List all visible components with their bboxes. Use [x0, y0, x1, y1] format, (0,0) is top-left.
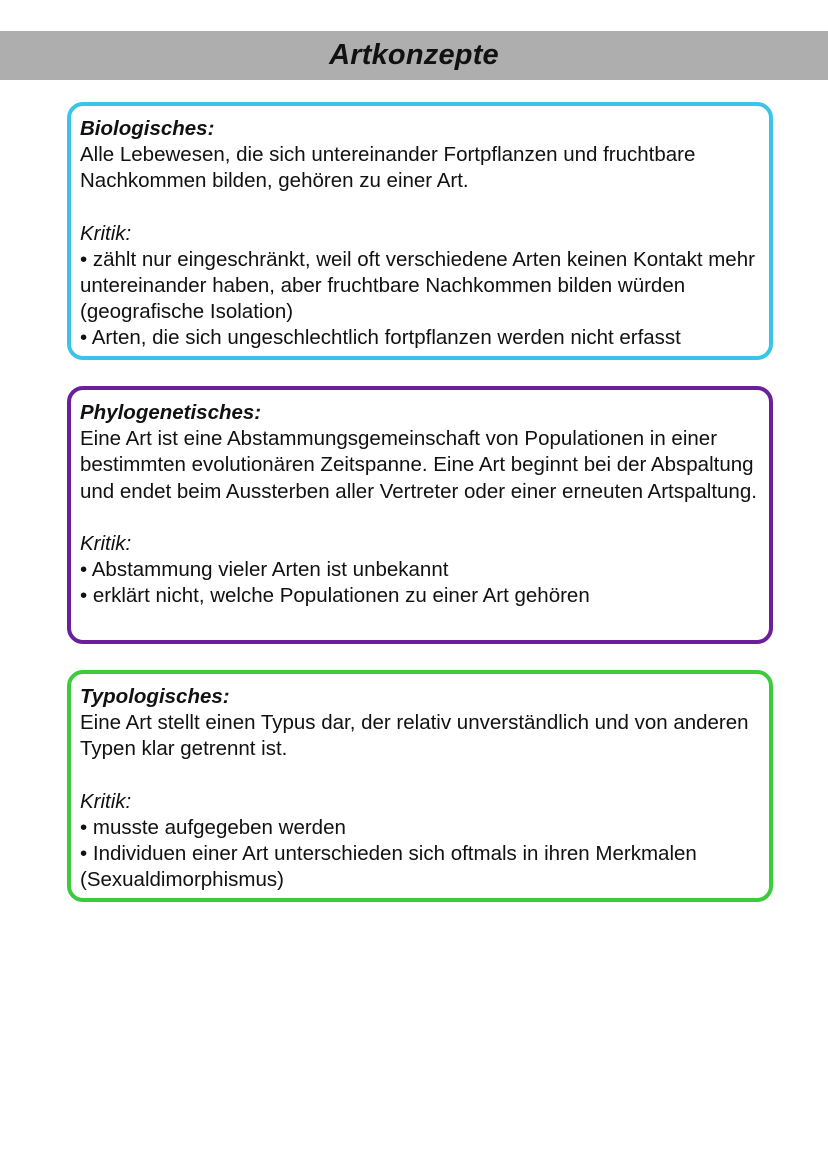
- bullet-icon: •: [80, 558, 92, 582]
- critique-label: Kritik:: [80, 531, 132, 555]
- bullet-icon: •: [80, 584, 93, 608]
- critique-item: [80, 841, 761, 893]
- critique-list: [80, 247, 761, 352]
- card-heading: Biologisches:: [80, 117, 215, 140]
- critique-label: Kritik:: [80, 221, 132, 245]
- card-definition: Eine Art ist eine Abstammungsgemeinschaft von Populationen in einer bestimmten evolutionären Zeitspanne. Eine Art beginnt bei der Abspaltung und endet beim Aussterben aller Vertreter oder einer erneuten Artspaltung.: [80, 427, 757, 503]
- card-definition: Alle Lebewesen, die sich untereinander Fortpflanzen und fruchtbare Nachkommen bilden, gehören zu einer Art.: [80, 143, 696, 193]
- critique-list: [80, 557, 761, 609]
- critique-text: zählt nur eingeschränkt, weil oft verschiedene Arten keinen Kontakt mehr untereinander haben, aber fruchtbare Nachkommen bilden würden (geografische Isolation): [80, 247, 755, 324]
- critique-list: [80, 815, 761, 894]
- critique-item: [80, 247, 761, 326]
- card-heading: Typologisches:: [80, 685, 230, 708]
- critique-text: Individuen einer Art unterschieden sich oftmals in ihren Merkmalen (Sexualdimorphismus): [80, 842, 697, 892]
- critique-text: Abstammung vieler Arten ist unbekannt: [91, 558, 449, 582]
- title-bar: [0, 31, 828, 80]
- card-heading: Phylogenetisches:: [80, 401, 262, 424]
- page-title: Artkonzepte: [329, 39, 499, 71]
- critique-text: musste aufgegeben werden: [92, 815, 346, 839]
- bullet-icon: •: [80, 815, 93, 839]
- critique-label: Kritik:: [80, 789, 132, 813]
- critique-item: [80, 583, 761, 609]
- card-typological: [67, 670, 773, 902]
- card-definition: Eine Art stellt einen Typus dar, der relativ unverständlich und von anderen Typen klar getrennt ist.: [80, 711, 749, 761]
- card-phylogenetic: [67, 386, 773, 644]
- bullet-icon: •: [80, 247, 93, 271]
- critique-text: erklärt nicht, welche Populationen zu einer Art gehören: [92, 584, 590, 608]
- critique-item: [80, 815, 761, 841]
- critique-item: [80, 557, 761, 583]
- critique-text: Arten, die sich ungeschlechtlich fortpflanzen werden nicht erfasst: [91, 326, 681, 350]
- card-biological: [67, 102, 773, 360]
- critique-item: [80, 325, 761, 351]
- bullet-icon: •: [80, 326, 92, 350]
- bullet-icon: •: [80, 842, 93, 866]
